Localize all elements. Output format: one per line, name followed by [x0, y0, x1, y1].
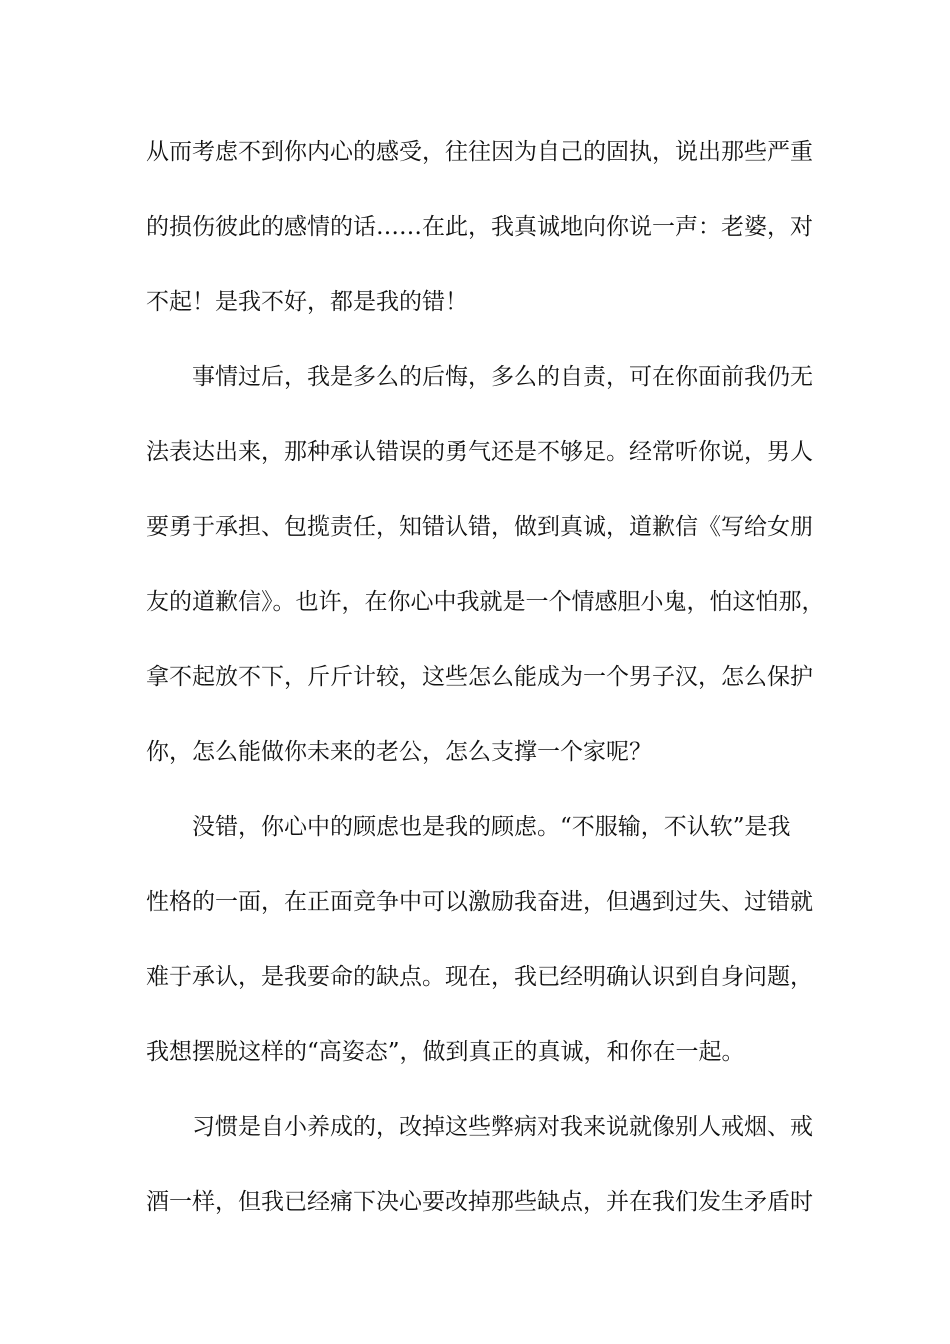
paragraph-start-line: 习惯是自小养成的，改掉这些弊病对我来说就像别人戒烟、戒	[192, 1114, 813, 1140]
text-line: 酒一样，但我已经痛下决心要改掉那些缺点，并在我们发生矛盾时	[146, 1189, 813, 1215]
paragraph-start-line: 没错，你心中的顾虑也是我的顾虑。“不服输，不认软”是我	[192, 814, 791, 840]
text-line: 难于承认，是我要命的缺点。现在，我已经明确认识到自身问题，	[146, 964, 813, 990]
text-line: 友的道歉信》。也许，在你心中我就是一个情感胆小鬼，怕这怕那，	[146, 589, 825, 615]
text-line: 你，怎么能做你未来的老公，怎么支撑一个家呢？	[146, 739, 652, 765]
text-line: 要勇于承担、包揽责任，知错认错，做到真诚，道歉信《写给女朋	[146, 514, 813, 540]
letter-body	[146, 132, 826, 1257]
text-line: 从而考虑不到你内心的感受，往往因为自己的固执，说出那些严重	[146, 139, 813, 165]
text-line: 我想摆脱这样的“高姿态”，做到真正的真诚，和你在一起。	[146, 1039, 745, 1065]
text-line: 的损伤彼此的感情的话……在此，我真诚地向你说一声：老婆，对	[146, 214, 813, 240]
text-line: 拿不起放不下，斤斤计较，这些怎么能成为一个男子汉，怎么保护	[146, 664, 813, 690]
text-line: 法表达出来，那种承认错误的勇气还是不够足。经常听你说，男人	[146, 439, 813, 465]
text-line: 不起！是我不好，都是我的错！	[146, 289, 468, 315]
paragraph-start-line: 事情过后，我是多么的后悔，多么的自责，可在你面前我仍无	[192, 364, 813, 390]
text-line: 性格的一面，在正面竞争中可以激励我奋进，但遇到过失、过错就	[146, 889, 813, 915]
